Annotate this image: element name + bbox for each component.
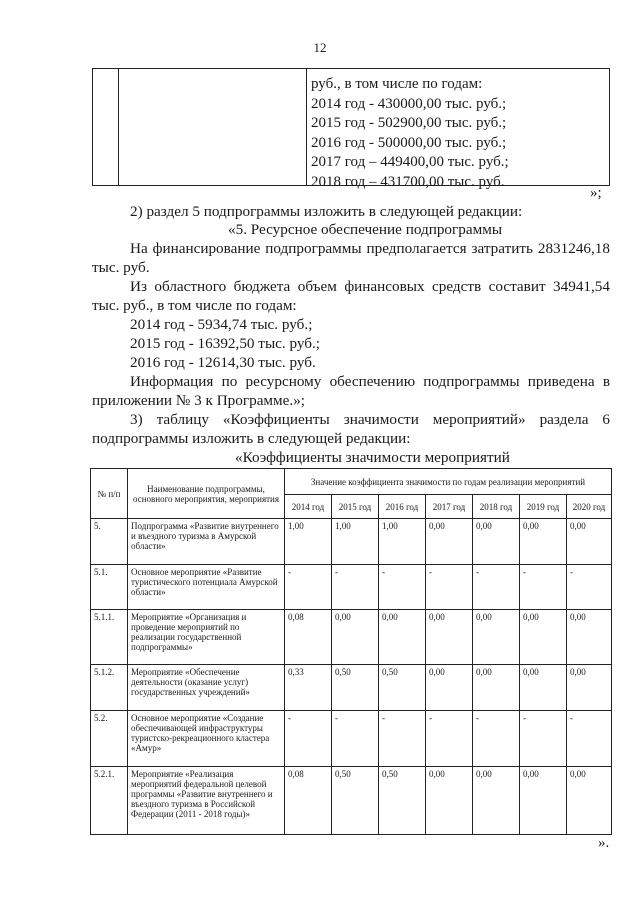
row-value: 0,00 [379, 610, 426, 665]
row-value: - [332, 565, 379, 610]
row-value: 0,00 [473, 519, 520, 565]
row-value: - [567, 565, 612, 610]
budget-line: руб., в том числе по годам: [311, 76, 483, 92]
year-amount: 2014 год - 5934,74 тыс. руб.; [130, 316, 313, 333]
row-name: Основное мероприятие «Развитие туристического потенциала Амурской области» [128, 565, 285, 610]
paragraph: 3) таблицу «Коэффициенты значимости мероприятий» раздела 6 [130, 411, 610, 428]
row-value: 0,00 [473, 767, 520, 835]
table-row [91, 711, 612, 767]
row-value: 1,00 [285, 519, 332, 565]
paragraph: Информация по ресурсному обеспечению подпрограммы приведена в [130, 373, 610, 390]
row-value: 0,00 [567, 610, 612, 665]
row-num: 5.2. [91, 711, 128, 767]
row-value: - [520, 711, 567, 767]
row-value: 0,50 [379, 767, 426, 835]
row-value: 0,00 [473, 665, 520, 711]
row-value: 0,00 [426, 610, 473, 665]
row-value: 0,00 [520, 610, 567, 665]
row-value: - [379, 711, 426, 767]
row-name: Основное мероприятие «Создание обеспечивающей инфраструктуры туристско-рекреационного кластера «Амур» [128, 711, 285, 767]
row-value: 0,08 [285, 767, 332, 835]
row-value: - [285, 711, 332, 767]
row-num: 5.1.1. [91, 610, 128, 665]
table-cell-empty [93, 69, 119, 185]
section-heading: «5. Ресурсное обеспечение подпрограммы [228, 221, 503, 238]
row-value: - [379, 565, 426, 610]
row-name: Мероприятие «Реализация мероприятий федеральной целевой программы «Развитие внутреннего и въездного туризма в Российской Федерации (2011 - 2018 годы)» [128, 767, 285, 835]
row-value: 0,50 [332, 665, 379, 711]
header-year: 2016 год [379, 495, 426, 519]
row-num: 5.1. [91, 565, 128, 610]
paragraph: 2) раздел 5 подпрограммы изложить в следующей редакции: [130, 203, 523, 220]
paragraph: приложении № 3 к Программе.»; [92, 392, 306, 409]
budget-lines [311, 75, 509, 192]
table-row [91, 767, 612, 835]
row-value: 0,33 [285, 665, 332, 711]
page-number: 12 [313, 40, 327, 55]
quote-close: »; [590, 185, 602, 201]
row-value: - [332, 711, 379, 767]
table-cell-empty [119, 69, 307, 185]
paragraph: На финансирование подпрограммы предполагается затратить 2831246,18 [130, 240, 610, 257]
row-name: Мероприятие «Организация и проведение мероприятий по реализации государственной подпрограммы» [128, 610, 285, 665]
header-name: Наименование подпрограммы, основного мероприятия, мероприятия [128, 469, 285, 519]
row-value: 0,50 [332, 767, 379, 835]
row-name: Мероприятие «Обеспечение деятельности (оказание услуг) государственных учреждений» [128, 665, 285, 711]
header-year: 2018 год [473, 495, 520, 519]
paragraph: тыс. руб. [92, 259, 150, 276]
paragraph: подпрограммы изложить в следующей редакции: [92, 430, 411, 447]
table-row [91, 565, 612, 610]
budget-line: 2018 год – 431700,00 тыс. руб. [311, 173, 505, 190]
row-value: 0,00 [567, 767, 612, 835]
row-value: 0,00 [332, 610, 379, 665]
row-value: 0,00 [426, 519, 473, 565]
row-value: 0,00 [520, 665, 567, 711]
row-num: 5. [91, 519, 128, 565]
paragraph: тыс. руб., в том числе по годам: [92, 297, 297, 314]
header-num: № п/п [91, 469, 128, 519]
row-value: - [285, 565, 332, 610]
budget-line: 2015 год - 502900,00 тыс. руб.; [311, 115, 507, 131]
row-name: Подпрограмма «Развитие внутреннего и въездного туризма в Амурской области» [128, 519, 285, 565]
row-value: - [426, 711, 473, 767]
budget-line: 2016 год - 500000,00 тыс. руб.; [311, 134, 507, 151]
row-value: - [567, 711, 612, 767]
year-amount: 2016 год - 12614,30 тыс. руб. [130, 354, 316, 371]
header-year: 2015 год [332, 495, 379, 519]
row-value: 1,00 [379, 519, 426, 565]
table-title: «Коэффициенты значимости мероприятий [235, 449, 510, 466]
row-value: 0,00 [567, 665, 612, 711]
header-year: 2019 год [520, 495, 567, 519]
table-row [91, 519, 612, 565]
row-value: 1,00 [332, 519, 379, 565]
budget-continuation-table [92, 68, 610, 190]
table-row [91, 665, 612, 711]
coefficients-table [90, 468, 612, 835]
row-num: 5.2.1. [91, 767, 128, 835]
row-num: 5.1.2. [91, 665, 128, 711]
row-value: 0,00 [520, 519, 567, 565]
table-row [91, 610, 612, 665]
header-year: 2017 год [426, 495, 473, 519]
budget-line: 2017 год – 449400,00 тыс. руб.; [311, 154, 509, 170]
row-value: 0,08 [285, 610, 332, 665]
row-value: 0,00 [426, 665, 473, 711]
budget-line: 2014 год - 430000,00 тыс. руб.; [311, 95, 507, 112]
row-value: - [520, 565, 567, 610]
row-value: 0,00 [520, 767, 567, 835]
row-value: 0,00 [473, 610, 520, 665]
row-value: - [473, 565, 520, 610]
row-value: - [473, 711, 520, 767]
row-value: 0,00 [426, 767, 473, 835]
row-value: 0,50 [379, 665, 426, 711]
paragraph: Из областного бюджета объем финансовых средств составит 34941,54 [130, 278, 610, 295]
header-year: 2020 год [567, 495, 612, 519]
quote-close: ». [598, 835, 610, 851]
year-amount: 2015 год - 16392,50 тыс. руб.; [130, 335, 321, 352]
row-value: 0,00 [567, 519, 612, 565]
header-year: 2014 год [285, 495, 332, 519]
row-value: - [426, 565, 473, 610]
header-group: Значение коэффициента значимости по годам реализации мероприятий [285, 469, 612, 495]
